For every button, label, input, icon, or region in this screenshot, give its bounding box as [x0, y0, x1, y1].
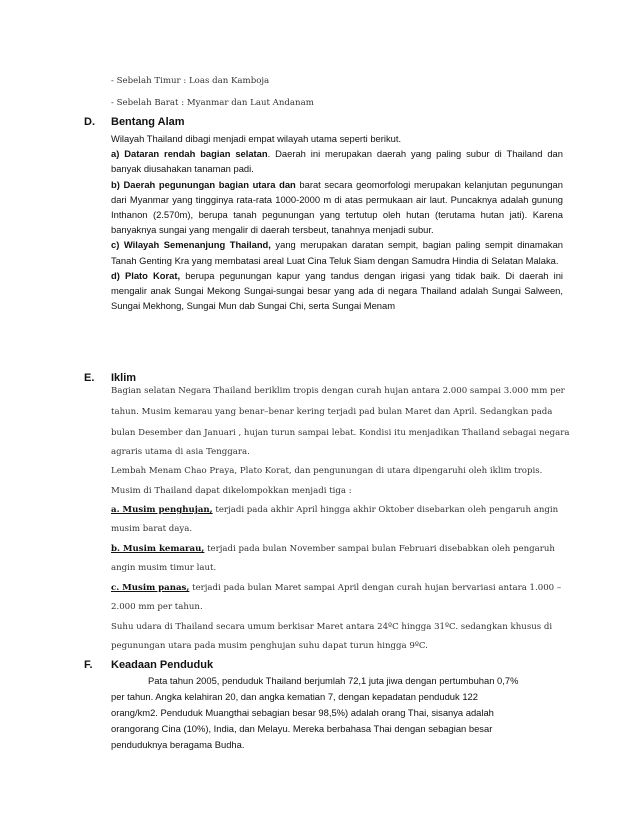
season-hot: [111, 583, 561, 593]
population-line: orangorang Cina (10%), India, dan Melayu. Mereka berbahasa Thai dengan sebagian besar: [111, 723, 493, 734]
landform-item-d-label: d) Plato Korat,: [111, 269, 181, 281]
section-d-body: [111, 131, 563, 313]
season-wet-label: a. Musim penghujan,: [111, 505, 213, 515]
season-hot-label: c. Musim panas,: [111, 583, 190, 593]
season-dry-text: terjadi pada bulan November sampai bulan Februari disebabkan oleh pengaruh: [204, 544, 555, 554]
landform-item-d-text: berupa pegunungan kapur yang tandus dengan irigasi yang tidak baik. Di daerah ini mengalir anak Sungai Mekong Sungai-sungai besar yang ada di negara Thailand adalah Sungai Salween, Sungai Mekhong, Sungai Mun dab Sungai Chi, serta Sungai Menam: [111, 269, 563, 312]
climate-line: agraris utama di asia Tenggara.: [111, 447, 250, 457]
section-d-intro: Wilayah Thailand dibagi menjadi empat wilayah utama seperti berikut.: [111, 133, 402, 144]
season-wet-text: terjadi pada akhir April hingga akhir Oktober disebarkan oleh pengaruh angin: [212, 505, 559, 515]
season-wet-cont: musim barat daya.: [111, 524, 193, 534]
border-east-line: - Sebelah Timur : Loas dan Kamboja: [111, 76, 270, 86]
season-dry-label: b. Musim kemarau,: [111, 544, 205, 554]
section-f-title: Keadaan Penduduk: [111, 659, 214, 671]
landform-item-c: [111, 237, 563, 267]
section-e-heading: [84, 372, 136, 384]
landform-item-b-label: b) Daerah pegunungan bagian utara dan: [111, 178, 296, 190]
section-d-number: D.: [84, 116, 95, 128]
landform-item-a-text: . Daerah ini merupakan daerah yang paling subur di Thailand dan banyak diusahakan tanaman padi.: [111, 148, 563, 175]
section-d-heading: [84, 116, 185, 128]
season-hot-text: terjadi pada bulan Maret sampai April dengan curah hujan bervariasi antara 1.000 –: [189, 583, 562, 593]
temperature-line: pegunungan utara pada musim penghujan suhu dapat turun hingga 9ºC.: [111, 641, 428, 651]
climate-line: bulan Desember dan Januari , hujan turun sampai lebat. Kondisi itu menjadikan Thailand sebagai negara: [111, 428, 570, 438]
climate-line: tahun. Musim kemarau yang benar–benar kering terjadi pad bulan Maret dan April. Sedangkan pada: [111, 407, 553, 417]
landform-item-c-label: c) Wilayah Semenanjung Thailand,: [111, 239, 271, 251]
landform-item-a: [111, 146, 563, 176]
season-wet: [111, 505, 558, 515]
section-f-number: F.: [84, 659, 93, 671]
season-dry-cont: angin musim timur laut.: [111, 563, 217, 573]
landform-item-a-label: a) Dataran rendah bagian selatan: [111, 148, 268, 160]
population-line: Pata tahun 2005, penduduk Thailand berjumlah 72,1 juta jiwa dengan pertumbuhan 0,7%: [148, 675, 519, 686]
climate-line: Bagian selatan Negara Thailand beriklim tropis dengan curah hujan antara 2.000 sampai 3.000 mm per: [111, 386, 565, 396]
population-line: per tahun. Angka kelahiran 20, dan angka kematian 7, dengan kepadatan penduduk 122: [111, 691, 478, 702]
temperature-line: Suhu udara di Thailand secara umum berkisar Maret antara 24ºC hingga 31ºC. sedangkan khusus di: [111, 622, 553, 632]
population-line: orang/km2. Penduduk Muangthai sebagian besar 98,5%) adalah orang Thai, sisanya adalah: [111, 707, 494, 718]
landform-item-c-text: yang merupakan daratan sempit, bagian paling sempit dinamakan Tanah Genting Kra yang membatasi areal Luat Cina Teluk Siam dengan Samudra Hindia di Selatan Malaka.: [111, 239, 563, 266]
landform-item-b: [111, 177, 563, 238]
landform-item-b-text: barat secara geomorfologi merupakan kelanjutan pegunungan dari Myanmar yang tingginya rata-rata 1000-2000 m di atas permukaan air laut. Puncaknya adalah gunung Inthanon (2.570m), berupa tanah pegunungan yang tertutup oleh hutan (terutama hutan jati). Karena banyaknya sungai yang mengalir di daerah tersbeut, tanahnya menjadi subur.: [111, 178, 563, 236]
section-e-title: Iklim: [111, 372, 137, 384]
population-line: penduduknya beragama Budha.: [111, 739, 245, 750]
season-dry: [111, 544, 555, 554]
climate-line: Lembah Menam Chao Praya, Plato Korat, dan pengunungan di utara dipengaruhi oleh iklim tropis.: [111, 466, 543, 476]
section-d-title: Bentang Alam: [111, 116, 185, 128]
landform-item-d: [111, 268, 563, 314]
section-f-heading: [84, 659, 213, 671]
climate-line: Musim di Thailand dapat dikelompokkan menjadi tiga :: [111, 486, 352, 496]
section-e-number: E.: [84, 372, 95, 384]
border-west-line: - Sebelah Barat : Myanmar dan Laut Andanam: [111, 98, 314, 108]
season-hot-cont: 2.000 mm per tahun.: [111, 602, 203, 612]
